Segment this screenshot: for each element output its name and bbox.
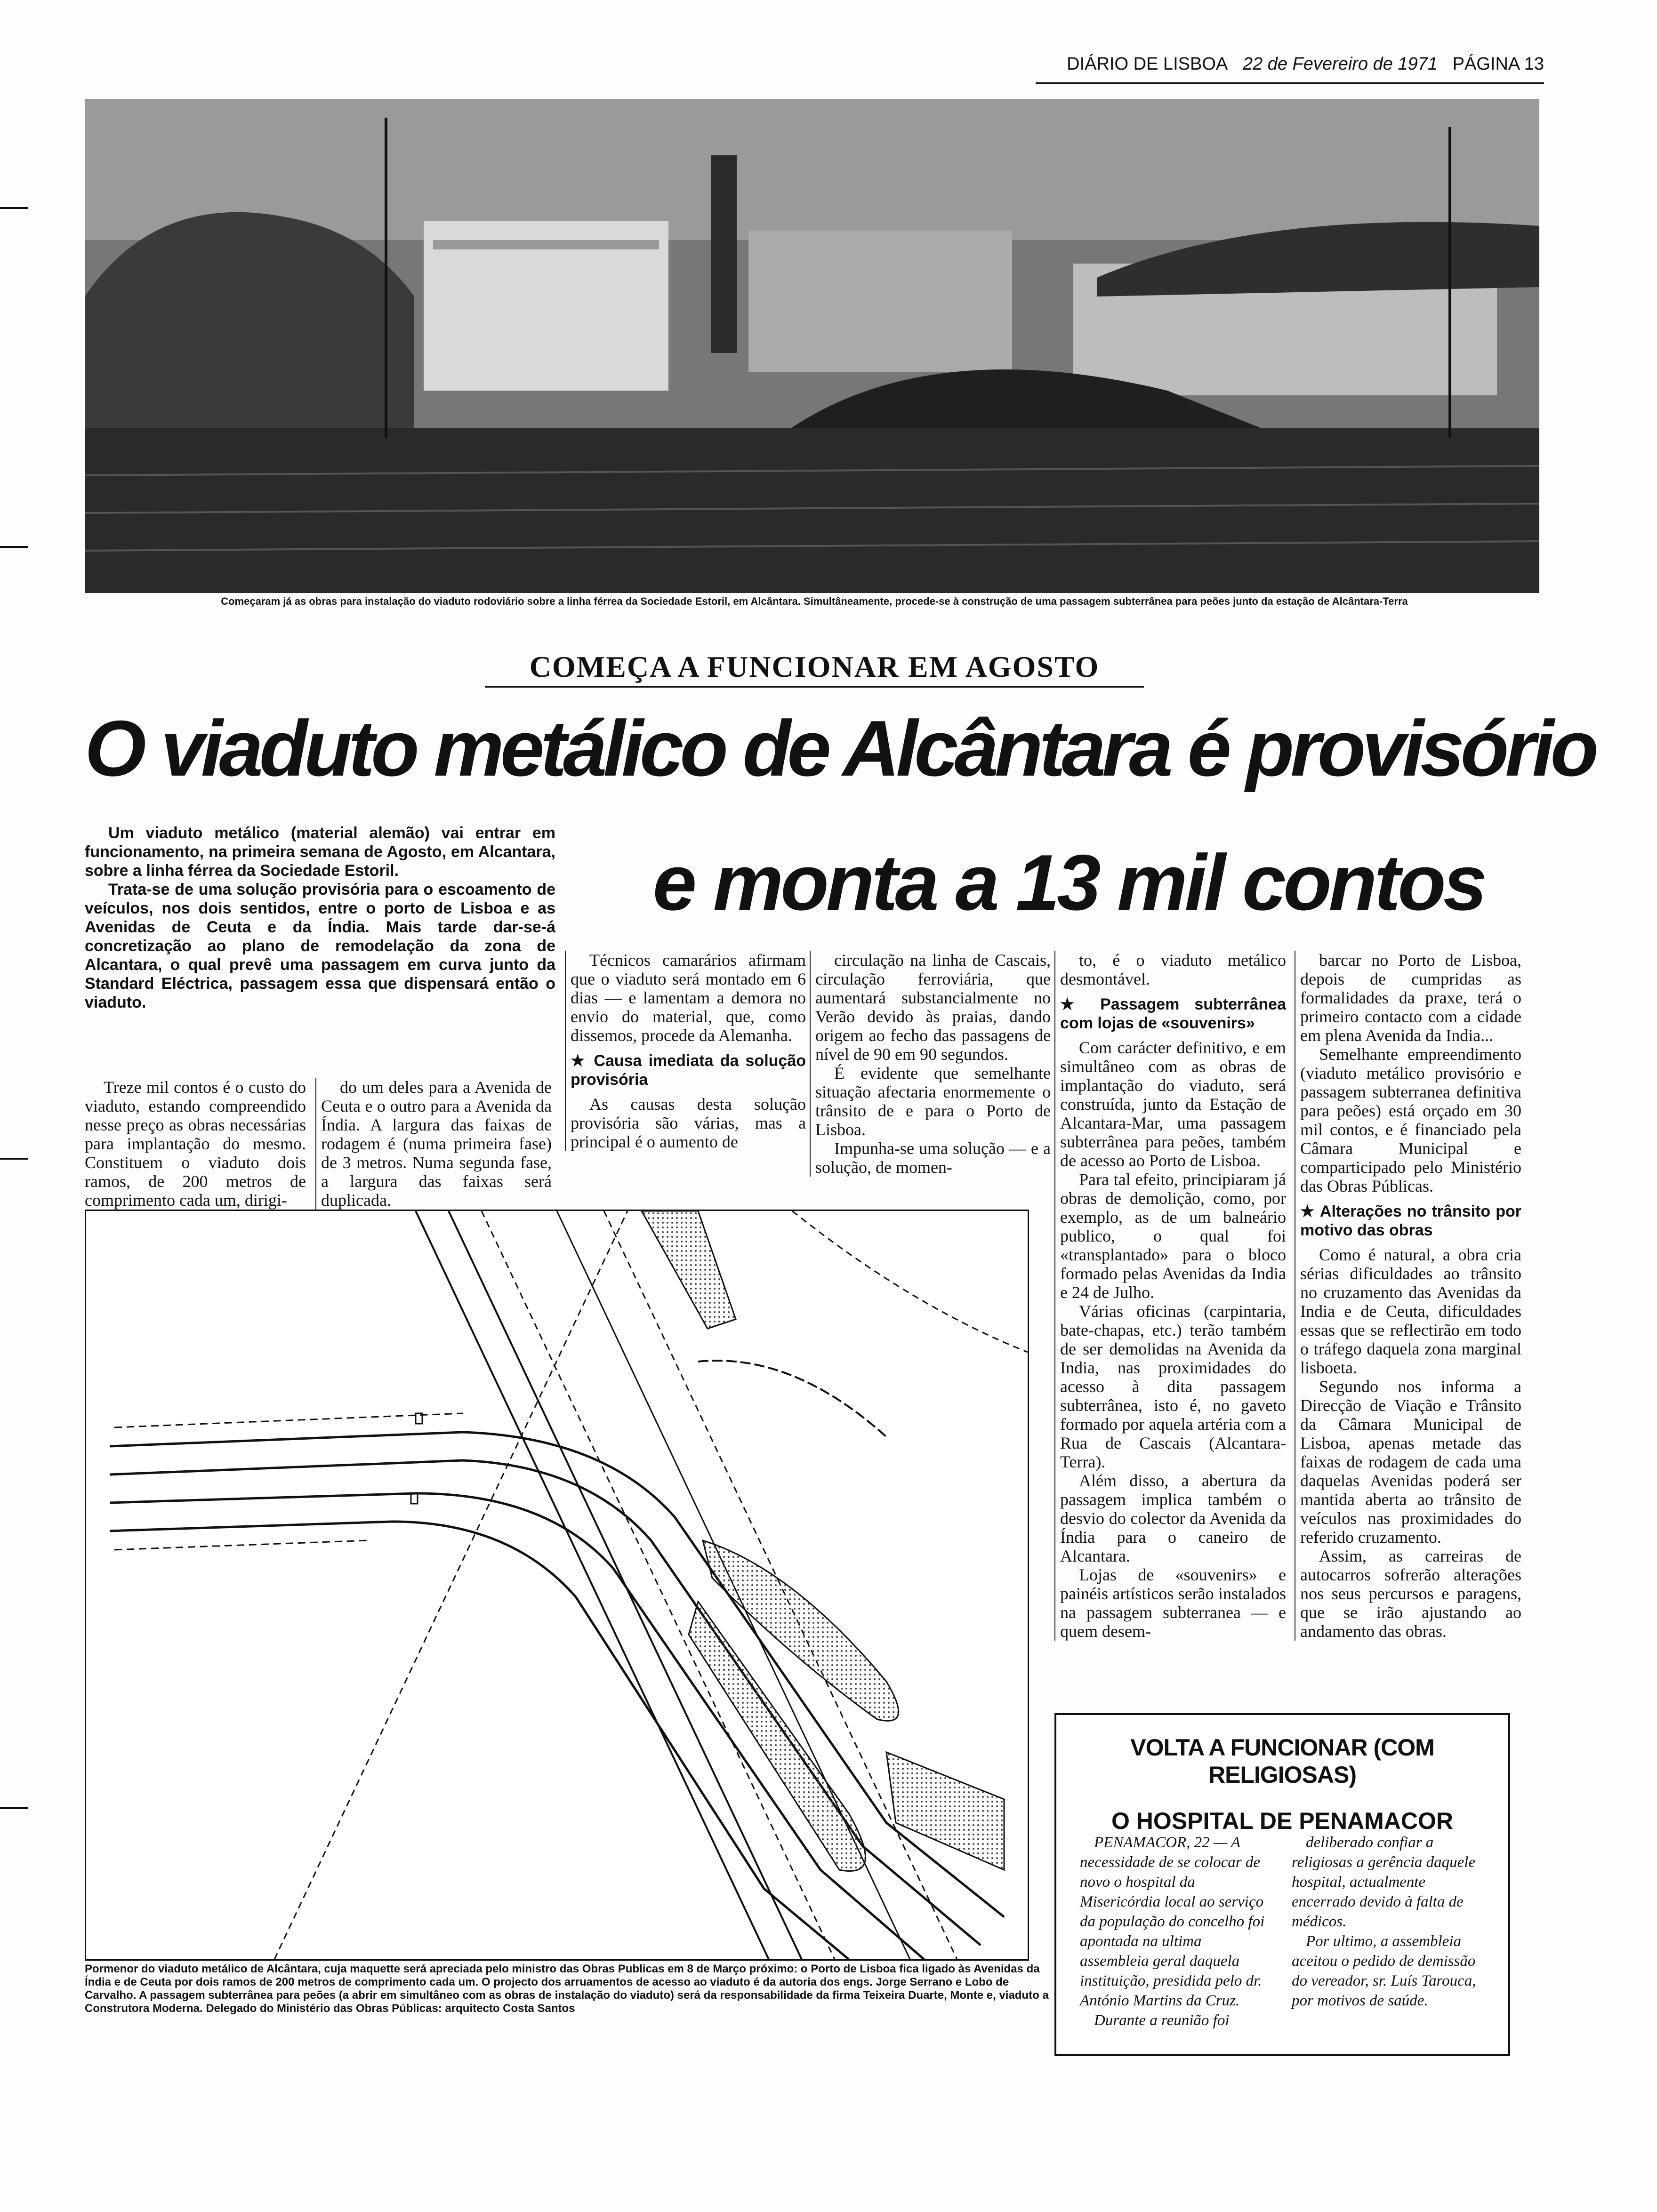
body-paragraph: É evidente que semelhante situação afectaria enormemente o trânsito de e para o Porto de Lisboa. [815, 1064, 1051, 1139]
page-number: PÁGINA 13 [1452, 54, 1544, 74]
body-paragraph: Com carácter definitivo, e em simultâneo com as obras de implantação do viaduto, será construída, junto da Estação de Alcantara-Mar, uma passagem subterrânea para peões, também de acesso ao Porto de Lisboa. [1060, 1038, 1286, 1170]
body-paragraph: Como é natural, a obra cria sérias dificuldades ao trânsito no cruzamento das Avenidas da India e de Ceuta, dificuldades essas que se reflectirão em todo o tráfego daquela zona marginal lisboeta. [1300, 1245, 1521, 1377]
photo-caption: Começaram já as obras para instalação do viaduto rodoviário sobre a linha férrea da Sociedade Estoril, em Alcântara. Simultâneamente, procede-se à construção de uma passagem subterrânea para peões junto da estação de Alcântara-Terra [221, 595, 1408, 607]
body-paragraph: Várias oficinas (carpintaria, bate-chapas, etc.) terão também de ser demolidas na Avenida da India, nas proximidades do acesso à dita passagem subterrânea, isto é, no gaveto formado por aquela artéria com a Rua de Cascais (Alcantara-Terra). [1060, 1302, 1286, 1471]
page-header [1036, 54, 1544, 84]
body-paragraph: Treze mil contos é o custo do viaduto, estando compreendido nesse preço as obras necessárias para implantação do mesmo. Constituem o viaduto dois ramos, de 200 metros de comprimento cada um, dirigi- [85, 1078, 306, 1210]
body-paragraph: Para tal efeito, principiaram já obras de demolição, como, por exemplo, as de um balneário publico, o qual foi «transplantado» para o bloco formado pelas Avenidas da India e 24 de Julho. [1060, 1170, 1286, 1302]
photo-scene [85, 99, 1539, 593]
body-paragraph: barcar no Porto de Lisboa, depois de cumpridas as formalidades da praxe, terá o primeiro contacto com a cidade em plena Avenida da India... [1300, 951, 1521, 1045]
article-lead [85, 824, 555, 1012]
box-body [1080, 1833, 1485, 2030]
box-column-right [1292, 1833, 1485, 2030]
body-paragraph: Segundo nos informa a Direcção de Viação e Trânsito da Câmara Municipal de Lisboa, apenas metade das faixas de rodagem de cada uma daquelas Avenidas poderá ser mantida aberta ao trânsito de veículos nas proximidades do referido cruzamento. [1300, 1377, 1521, 1547]
body-paragraph: Lojas de «souvenirs» e painéis artísticos serão instalados na passagem subterranea — e quem desem- [1060, 1565, 1286, 1641]
construction-photo [85, 99, 1539, 593]
box-paragraph: Durante a reunião foi [1094, 2012, 1230, 2029]
article-column-5 [1054, 951, 1286, 1641]
viaduct-plan-diagram [85, 1210, 1029, 1961]
body-paragraph: Semelhante empreendimento (viaduto metálico provisório e passagem subterranea definitiva para peões) está orçado em 30 mil contos, e é financiado pela Câmara Municipal e comparticipado pelo Ministério das Obras Públicas. [1300, 1045, 1521, 1195]
hospital-news-box [1054, 1713, 1510, 2056]
margin-mark [0, 546, 28, 548]
article-column-2 [315, 1078, 552, 1210]
body-paragraph: to, é o viaduto metálico desmontável. [1060, 951, 1286, 988]
subhead: ★ Alterações no trânsito por motivo das obras [1300, 1202, 1521, 1239]
newspaper-name: DIÁRIO DE LISBOA [1067, 54, 1228, 74]
box-column-left [1080, 1833, 1273, 2030]
margin-mark [0, 1807, 28, 1809]
headline: O viaduto metálico de Alcântara é provisório [85, 704, 1595, 793]
body-paragraph: Além disso, a abertura da passagem implica também o desvio do colector da Avenida da Índia para o caneiro de Alcantara. [1060, 1471, 1286, 1565]
diagram-caption: Pormenor do viaduto metálico de Alcântara, cuja maquette será apreciada pelo ministro das Obras Publicas em 8 de Março próximo: o Porto de Lisboa fica ligado às Avenidas da Índia e de Ceuta por dois ramos de 200 metros de comprimento cada um. O projecto dos arruamentos de acesso ao viaduto é da autoria dos engs. Jorge Serrano e Lobo de Carvalho. A passagem subterrânea para peões (a abrir em simultâneo com as obras de instalação do viaduto) será da responsabilidade da firma Teixeira Duarte, Monte e, viaduto a Construtora Moderna. Delegado do Ministério das Obras Públicas: arquitecto Costa Santos [85, 1963, 1049, 2015]
margin-mark [0, 1158, 28, 1160]
article-column-1 [85, 1078, 306, 1210]
article-column-3 [565, 951, 806, 1151]
headline-continued: e monta a 13 mil contos [652, 838, 1485, 927]
body-paragraph: Assim, as carreiras de autocarros sofrerão alterações nos seus percursos e paragens, que se irão ajustando ao andamento das obras. [1300, 1547, 1521, 1641]
margin-mark [0, 207, 28, 209]
box-title: VOLTA A FUNCIONAR (COM RELIGIOSAS) [1130, 1734, 1434, 1788]
subhead: ★ Causa imediata da solução provisória [571, 1052, 806, 1089]
box-paragraph: Por ultimo, a assembleia aceitou o pedido de demissão do vereador, sr. Luís Tarouca, por motivos de saúde. [1292, 1933, 1476, 2009]
body-paragraph: do um deles para a Avenida de Ceuta e o outro para a Avenida da Índia. A largura das faixas de rodagem é (numa primeira fase) de 3 metros. Numa segunda fase, a largura das faixas será duplicada. [321, 1078, 552, 1210]
body-paragraph: As causas desta solução provisória são várias, mas a principal é o aumento de [571, 1095, 806, 1151]
article-column-4 [810, 951, 1051, 1177]
lead-paragraph: Um viaduto metálico (material alemão) vai entrar em funcionamento, na primeira semana de Agosto, em Alcantara, sobre a linha férrea da Sociedade Estoril. [85, 824, 555, 880]
box-subtitle: O HOSPITAL DE PENAMACOR [1111, 1808, 1453, 1834]
kicker: COMEÇA A FUNCIONAR EM AGOSTO [485, 649, 1144, 688]
subhead: ★ Passagem subterrânea com lojas de «souvenirs» [1060, 995, 1286, 1032]
body-paragraph: Impunha-se uma solução — e a solução, de momen- [815, 1139, 1051, 1177]
box-paragraph: deliberado confiar a religiosas a gerência daquele hospital, actualmente encerrado devido à falta de médicos. [1292, 1834, 1476, 1930]
article-column-6 [1295, 951, 1521, 1641]
box-paragraph: PENAMACOR, 22 — A necessidade de se colocar de novo o hospital da Misericórdia local ao serviço da população do concelho foi apontada na ultima assembleia geral daquela instituição, presidida pelo dr. António Martins da Cruz. [1080, 1834, 1265, 2009]
viaduct-plan-drawing [86, 1211, 1028, 1959]
lead-paragraph: Trata-se de uma solução provisória para o escoamento de veículos, nos dois sentidos, entre o porto de Lisboa e as Avenidas de Ceuta e da Índia. Mais tarde dar-se-á concretização ao plano de remodelação da zona de Alcantara, o qual prevê uma passagem em curva junto da Standard Eléctrica, passagem essa que dispensará então o viaduto. [85, 881, 555, 1011]
body-paragraph: Técnicos camarários afirmam que o viaduto será montado em 6 dias — e lamentam a demora no envio do material, que, como dissemos, procede da Alemanha. [571, 951, 806, 1045]
issue-date: 22 de Fevereiro de 1971 [1242, 54, 1438, 74]
body-paragraph: circulação na linha de Cascais, circulação ferroviária, que aumentará substancialmente no Verão devido às praias, dando origem ao fecho das passagens de nível de 90 em 90 segundos. [815, 951, 1051, 1064]
